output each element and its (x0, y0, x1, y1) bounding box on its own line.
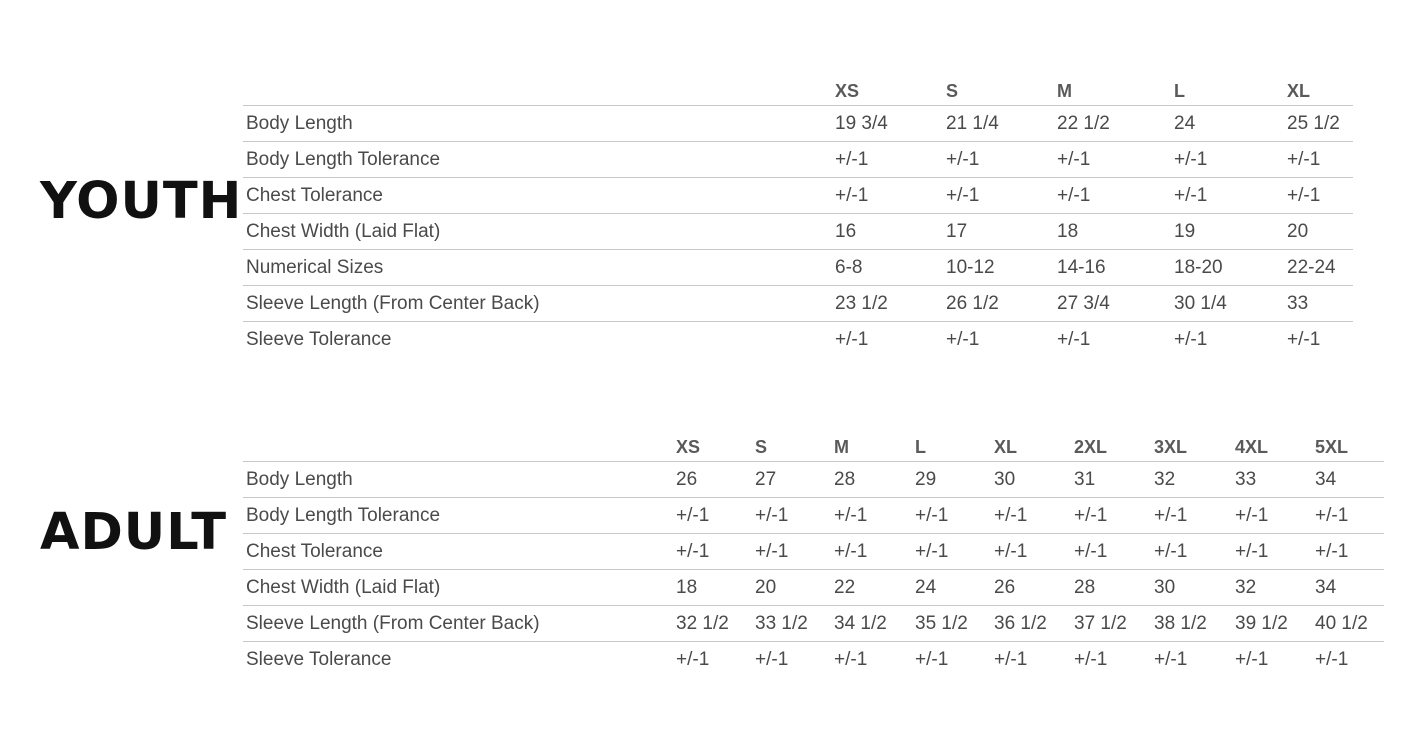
adult-size-table (243, 428, 1384, 677)
size-value: 28 (1071, 570, 1151, 606)
size-value: +/-1 (834, 648, 868, 670)
table-row (243, 214, 1353, 250)
size-value: 25 1/2 (1284, 106, 1353, 142)
size-value: 18 (673, 570, 752, 606)
size-value: +/-1 (994, 648, 1028, 670)
row-label: Body Length (243, 462, 673, 498)
size-value: 30 (991, 462, 1071, 498)
row-label: Sleeve Length (From Center Back) (243, 606, 673, 642)
size-value: 22 1/2 (1054, 106, 1171, 142)
adult-header-row (243, 428, 1384, 462)
size-value: 33 (1232, 462, 1312, 498)
size-value: +/-1 (1054, 142, 1171, 178)
adult-size-header: L (912, 428, 991, 462)
size-value: +/-1 (1284, 142, 1353, 178)
size-value: 24 (912, 570, 991, 606)
adult-size-header: 3XL (1151, 428, 1232, 462)
size-value: 26 1/2 (943, 286, 1054, 322)
adult-header-measurement (243, 428, 673, 462)
size-value: +/-1 (832, 178, 943, 214)
row-label: Sleeve Tolerance (246, 328, 392, 350)
size-value: +/-1 (912, 534, 991, 570)
size-value: +/-1 (943, 178, 1054, 214)
adult-size-header: 4XL (1232, 428, 1312, 462)
adult-size-header: XS (673, 428, 752, 462)
adult-size-header: XL (991, 428, 1071, 462)
size-value: 38 1/2 (1151, 606, 1232, 642)
size-value: 22-24 (1284, 250, 1353, 286)
size-value: 40 1/2 (1312, 606, 1384, 642)
size-value: +/-1 (673, 534, 752, 570)
size-value: 27 (752, 462, 831, 498)
size-value: +/-1 (1174, 328, 1208, 350)
row-label: Chest Tolerance (243, 534, 673, 570)
size-value: +/-1 (1284, 178, 1353, 214)
size-value: +/-1 (835, 328, 869, 350)
size-value: +/-1 (1287, 328, 1321, 350)
size-value: +/-1 (1071, 498, 1151, 534)
size-value: 34 1/2 (831, 606, 912, 642)
size-value: 24 (1171, 106, 1284, 142)
size-value: +/-1 (755, 648, 789, 670)
youth-size-header: XS (832, 72, 943, 106)
size-value: +/-1 (1312, 534, 1384, 570)
size-value: +/-1 (1235, 648, 1269, 670)
size-value: 14-16 (1054, 250, 1171, 286)
size-value: 26 (991, 570, 1071, 606)
size-value: 31 (1071, 462, 1151, 498)
size-value: +/-1 (946, 328, 980, 350)
table-row (243, 142, 1353, 178)
size-value: +/-1 (1154, 648, 1188, 670)
adult-section-title: ADULT (40, 503, 228, 562)
size-value: +/-1 (1071, 534, 1151, 570)
size-value: 32 1/2 (673, 606, 752, 642)
size-value: 32 (1151, 462, 1232, 498)
size-value: +/-1 (1151, 498, 1232, 534)
row-label: Body Length Tolerance (243, 142, 832, 178)
size-value: +/-1 (676, 648, 710, 670)
size-value: +/-1 (832, 142, 943, 178)
size-value: 36 1/2 (991, 606, 1071, 642)
size-value: +/-1 (912, 498, 991, 534)
row-label: Sleeve Tolerance (246, 648, 392, 670)
row-label: Chest Tolerance (243, 178, 832, 214)
size-value: +/-1 (1054, 178, 1171, 214)
table-row (243, 606, 1384, 642)
size-value: +/-1 (752, 498, 831, 534)
adult-size-header: 5XL (1312, 428, 1384, 462)
table-row (243, 570, 1384, 606)
row-label: Body Length (243, 106, 832, 142)
size-value: +/-1 (915, 648, 949, 670)
table-row (243, 534, 1384, 570)
youth-size-table (243, 72, 1353, 357)
size-value: 32 (1232, 570, 1312, 606)
youth-section-title: YOUTH (40, 172, 243, 231)
row-label: Body Length Tolerance (243, 498, 673, 534)
youth-size-header: M (1054, 72, 1171, 106)
size-value: 33 1/2 (752, 606, 831, 642)
table-row (243, 286, 1353, 322)
size-value: 19 (1171, 214, 1284, 250)
youth-size-header: L (1171, 72, 1284, 106)
size-value: +/-1 (1232, 498, 1312, 534)
table-row (243, 498, 1384, 534)
size-value: +/-1 (1171, 178, 1284, 214)
size-value: 19 3/4 (832, 106, 943, 142)
size-value: 35 1/2 (912, 606, 991, 642)
size-value: +/-1 (1151, 534, 1232, 570)
size-value: +/-1 (1315, 648, 1349, 670)
adult-size-header: 2XL (1071, 428, 1151, 462)
size-value: 22 (831, 570, 912, 606)
size-value: 28 (831, 462, 912, 498)
size-value: 29 (912, 462, 991, 498)
adult-size-header: M (831, 428, 912, 462)
size-value: 18 (1054, 214, 1171, 250)
size-value: +/-1 (991, 534, 1071, 570)
size-value: 26 (673, 462, 752, 498)
size-value: 34 (1312, 462, 1384, 498)
size-value: +/-1 (752, 534, 831, 570)
size-value: 20 (752, 570, 831, 606)
size-value: 37 1/2 (1071, 606, 1151, 642)
size-value: 16 (832, 214, 943, 250)
size-value: +/-1 (1057, 328, 1091, 350)
size-value: +/-1 (1232, 534, 1312, 570)
size-value: 30 (1151, 570, 1232, 606)
size-value: 6-8 (832, 250, 943, 286)
table-row (243, 642, 1384, 678)
youth-size-header: XL (1284, 72, 1353, 106)
size-value: 33 (1284, 286, 1353, 322)
adult-size-header: S (752, 428, 831, 462)
size-value: 10-12 (943, 250, 1054, 286)
table-row (243, 106, 1353, 142)
size-value: +/-1 (831, 498, 912, 534)
size-value: +/-1 (1312, 498, 1384, 534)
table-row (243, 322, 1353, 358)
table-row (243, 250, 1353, 286)
size-value: +/-1 (831, 534, 912, 570)
size-value: +/-1 (943, 142, 1054, 178)
size-value: 21 1/4 (943, 106, 1054, 142)
row-label: Chest Width (Laid Flat) (243, 214, 832, 250)
size-value: +/-1 (1074, 648, 1108, 670)
row-label: Sleeve Length (From Center Back) (243, 286, 832, 322)
size-value: +/-1 (673, 498, 752, 534)
size-value: 34 (1312, 570, 1384, 606)
size-value: 18-20 (1171, 250, 1284, 286)
size-value: 20 (1284, 214, 1353, 250)
row-label: Chest Width (Laid Flat) (243, 570, 673, 606)
row-label: Numerical Sizes (243, 250, 832, 286)
youth-header-row (243, 72, 1353, 106)
size-value: +/-1 (991, 498, 1071, 534)
size-value: 23 1/2 (832, 286, 943, 322)
youth-header-measurement (243, 72, 832, 106)
size-value: 17 (943, 214, 1054, 250)
size-value: 39 1/2 (1232, 606, 1312, 642)
table-row (243, 178, 1353, 214)
size-value: 27 3/4 (1054, 286, 1171, 322)
size-value: +/-1 (1171, 142, 1284, 178)
youth-size-header: S (943, 72, 1054, 106)
size-value: 30 1/4 (1171, 286, 1284, 322)
table-row (243, 462, 1384, 498)
